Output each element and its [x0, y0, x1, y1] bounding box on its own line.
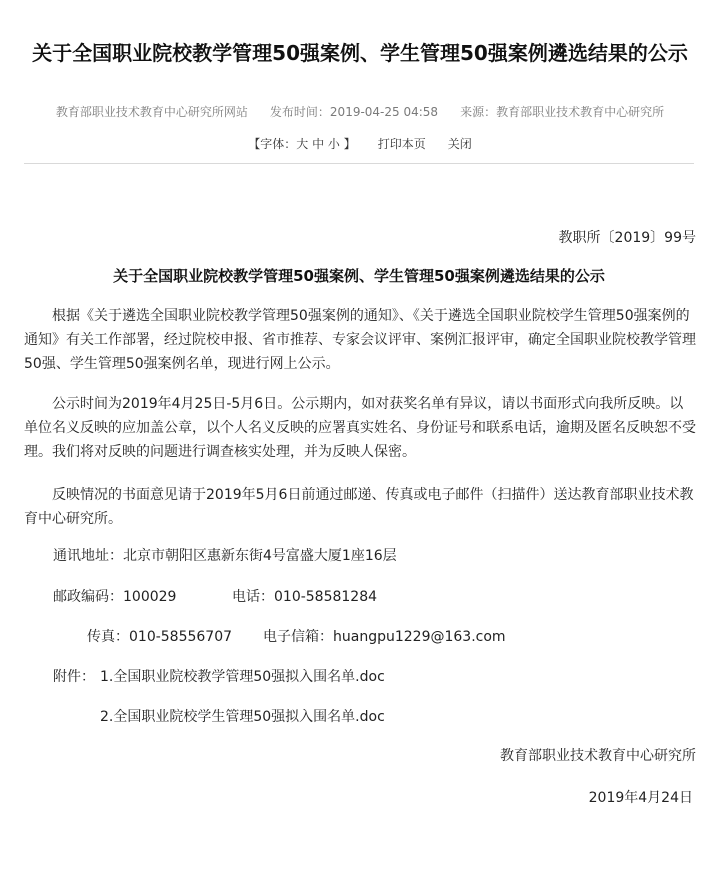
attachment-link-1[interactable]: 1.全国职业院校教学管理50强拟入围名单.doc	[100, 669, 385, 685]
document-title: 关于全国职业院校教学管理50强案例、学生管理50强案例遴选结果的公示	[113, 267, 605, 285]
body-paragraph-1: 根据《关于遴选全国职业院校教学管理50强案例的通知》、《关于遴选全国职业院校学生管理50强案例的通知》有关工作部署，经过院校申报、省市推荐、专家会议评审、案例汇报评审，确定全国职业院校教学管理50强、学生管理50强案例名单，现进行网上公示。	[24, 308, 696, 372]
email-link[interactable]: huangpu1229@163.com	[333, 629, 506, 645]
contact-email	[263, 626, 506, 646]
close-page-button[interactable]: 关闭	[447, 137, 472, 151]
page-title: 关于全国职业院校教学管理50强案例、学生管理50强案例遴选结果的公示	[32, 41, 688, 65]
font-small-button[interactable]: 小	[327, 137, 340, 151]
publish-time: 发布时间：2019-04-25 04:58	[269, 105, 439, 119]
article-source: 来源：教育部职业技术教育中心研究所	[460, 105, 665, 119]
font-size-bracket: 】	[343, 137, 356, 151]
contact-phone: 电话：010-58581284	[232, 589, 378, 605]
contact-fax: 传真：010-58556707	[87, 629, 233, 645]
body-paragraph-2: 公示时间为2019年4月25日-5月6日。公示期内，如对获奖名单有异议，请以书面形式向我所反映。以单位名义反映的应加盖公章，以个人名义反映的应署真实姓名、身份证号和联系电话，逾期及匿名反映恕不受理。我们将对反映的问题进行调查核实处理，并为反映人保密。	[24, 396, 696, 460]
signature-date: 2019年4月24日	[588, 790, 693, 806]
font-medium-button[interactable]: 中	[312, 137, 325, 151]
attachment-link-2[interactable]: 2.全国职业院校学生管理50强拟入围名单.doc	[100, 709, 385, 725]
contact-postal-code: 邮政编码：100029	[53, 589, 177, 605]
article-meta	[20, 103, 700, 120]
font-large-button[interactable]: 大	[296, 137, 309, 151]
header-divider	[24, 163, 694, 164]
site-name: 教育部职业技术教育中心研究所网站	[55, 105, 248, 119]
document-number: 教职所〔2019〕99号	[558, 230, 696, 246]
article-tools	[20, 135, 700, 152]
font-size-label: 【字体：	[248, 137, 297, 151]
print-page-button[interactable]: 打印本页	[377, 137, 426, 151]
signature-organization: 教育部职业技术教育中心研究所	[500, 748, 696, 764]
contact-address: 通讯地址：北京市朝阳区惠新东街4号富盛大厦1座16层	[53, 548, 397, 564]
body-paragraph-3: 反映情况的书面意见请于2019年5月6日前通过邮递、传真或电子邮件（扫描件）送达教育部职业技术教育中心研究所。	[24, 487, 694, 527]
email-label: 电子信箱：	[263, 629, 333, 645]
attachments-label: 附件：	[53, 669, 95, 685]
